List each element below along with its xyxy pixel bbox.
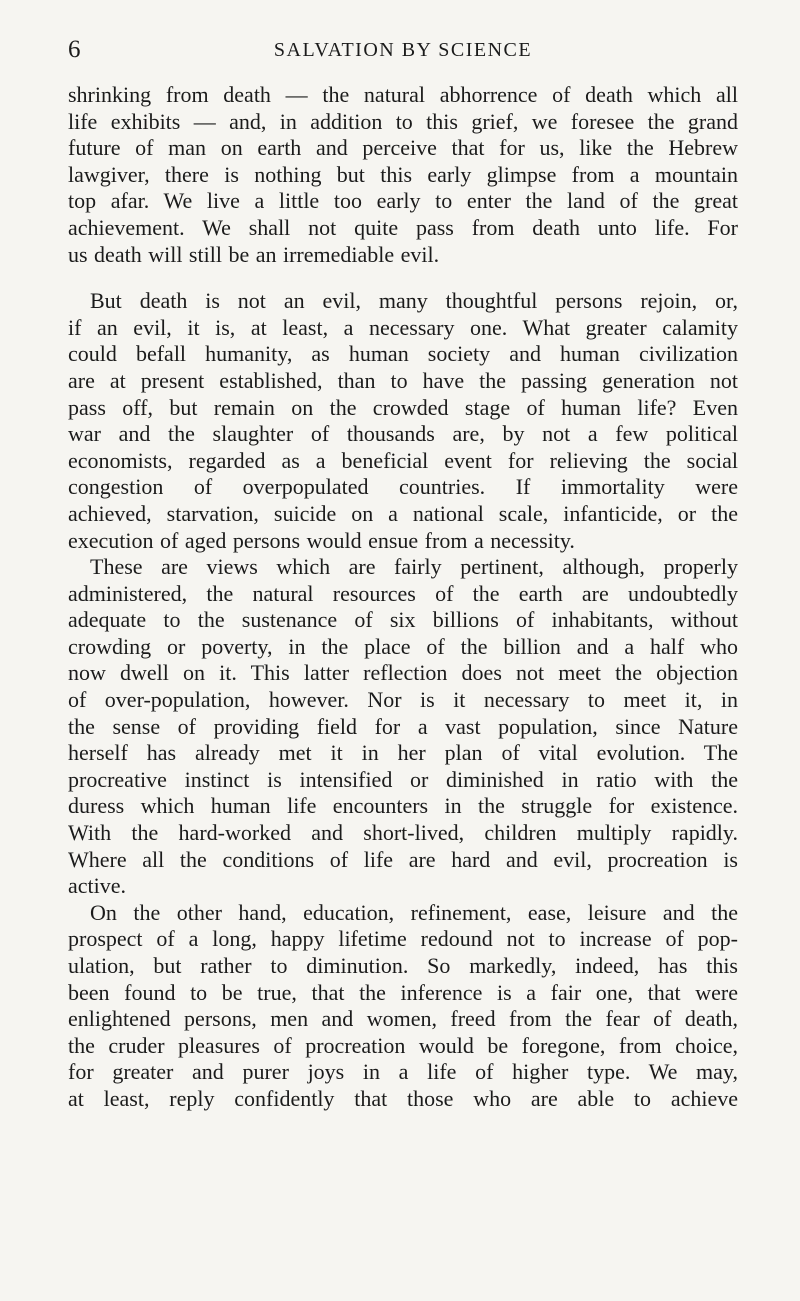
text-line: could befall humanity, as human society and human civilization xyxy=(68,341,738,367)
text-line: are at present established, than to have the passing generation not xyxy=(68,367,738,393)
text-line: With the hard-worked and short-lived, children multiply rapidly. xyxy=(68,820,738,846)
text-line: shrinking from death — the natural abhorrence of death which all xyxy=(68,82,738,107)
text-line: achievement. We shall not quite pass from death unto life. For xyxy=(68,214,738,240)
text-line: procreative instinct is intensified or diminished in ratio with the xyxy=(68,766,738,792)
text-line: for greater and purer joys in a life of higher type. We may, xyxy=(68,1059,738,1085)
text-line: execution of aged persons would ensue from a necessity. xyxy=(68,527,575,553)
text-line: pass off, but remain on the crowded stage of human life? Even xyxy=(68,394,738,420)
text-line: duress which human life encounters in the struggle for existence. xyxy=(68,793,738,819)
paragraph xyxy=(68,82,738,268)
body-text xyxy=(68,82,738,1113)
text-line: lawgiver, there is nothing but this early glimpse from a mountain xyxy=(68,161,738,187)
text-line: us death will still be an irremediable evil. xyxy=(68,241,440,267)
text-line: the cruder pleasures of procreation would be foregone, from choice, xyxy=(68,1032,738,1058)
paragraph-gap xyxy=(68,268,738,288)
text-line: of over-population, however. Nor is it necessary to meet it, in xyxy=(68,687,738,713)
text-line: Where all the conditions of life are hard and evil, procreation is xyxy=(68,846,738,872)
paragraph xyxy=(68,554,738,900)
text-line: congestion of overpopulated countries. If immortality were xyxy=(68,474,738,500)
text-line: been found to be true, that the inference is a fair one, that were xyxy=(68,979,738,1005)
text-line: active. xyxy=(68,873,127,899)
text-line: at least, reply confidently that those who are able to achieve xyxy=(68,1085,738,1111)
text-line: administered, the natural resources of the earth are undoubtedly xyxy=(68,580,738,606)
text-line: top afar. We live a little too early to enter the land of the great xyxy=(68,188,738,214)
text-line: These are views which are fairly pertinent, although, properly xyxy=(90,554,738,580)
running-head: SALVATION BY SCIENCE xyxy=(273,39,533,61)
paragraph xyxy=(68,900,738,1113)
text-line: But death is not an evil, many thoughtful persons rejoin, or, xyxy=(90,288,738,314)
text-line: if an evil, it is, at least, a necessary one. What greater calamity xyxy=(68,314,738,340)
text-line: future of man on earth and perceive that for us, like the Hebrew xyxy=(68,135,738,161)
text-line: achieved, starvation, suicide on a national scale, infanticide, or the xyxy=(68,500,738,526)
text-line: prospect of a long, happy lifetime redound not to increase of pop- xyxy=(68,926,738,952)
text-line: war and the slaughter of thousands are, by not a few political xyxy=(68,421,738,447)
text-line: now dwell on it. This latter reflection does not meet the objection xyxy=(68,660,738,686)
text-line: economists, regarded as a beneficial event for relieving the social xyxy=(68,447,738,473)
text-line: the sense of providing field for a vast population, since Nature xyxy=(68,713,738,739)
text-line: life exhibits — and, in addition to this grief, we foresee the grand xyxy=(68,108,738,134)
page-number: 6 xyxy=(68,36,81,63)
text-line: ulation, but rather to diminution. So markedly, indeed, has this xyxy=(68,953,738,978)
text-line: adequate to the sustenance of six billions of inhabitants, without xyxy=(68,607,738,633)
paragraph xyxy=(68,288,738,554)
text-line: crowding or poverty, in the place of the billion and a half who xyxy=(68,633,738,659)
text-line: enlightened persons, men and women, freed from the fear of death, xyxy=(68,1006,738,1032)
text-line: herself has already met it in her plan of vital evolution. The xyxy=(68,740,738,766)
page-header xyxy=(68,36,738,70)
text-line: On the other hand, education, refinement, ease, leisure and the xyxy=(90,899,738,925)
